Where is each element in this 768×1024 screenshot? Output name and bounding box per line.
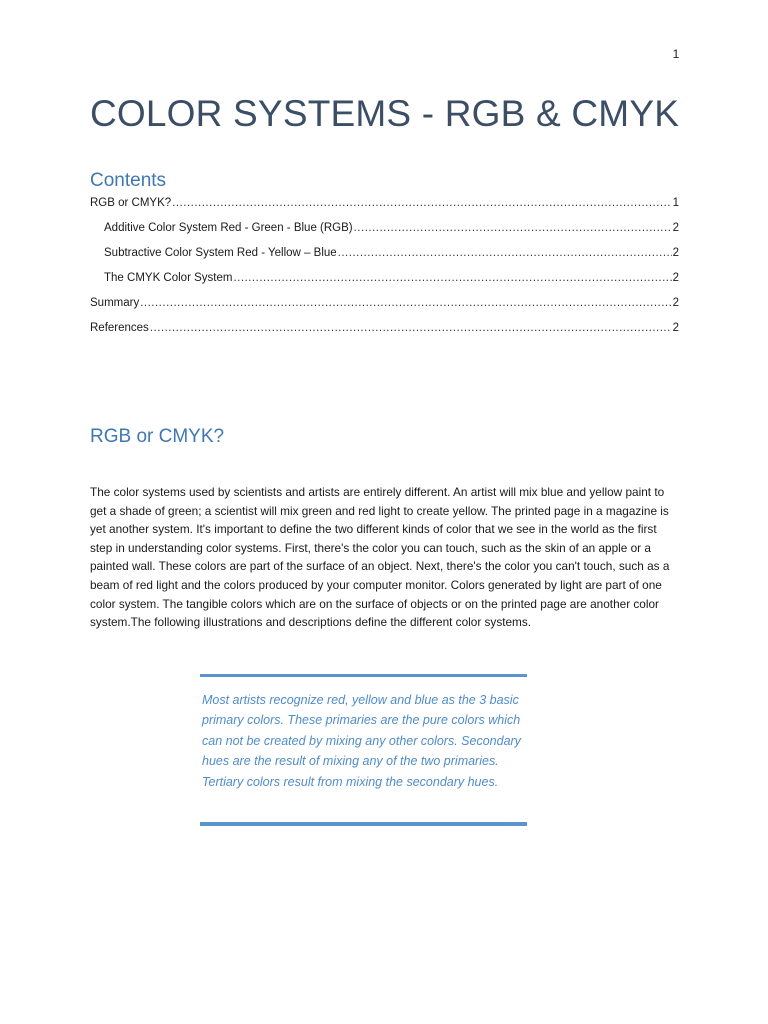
toc-entry-page: 1 [672, 197, 679, 209]
toc-leader-dots [172, 197, 671, 209]
toc-entry-rgb-or-cmyk[interactable] [90, 197, 679, 222]
toc-entry-references[interactable] [90, 322, 679, 347]
document-title: COLOR SYSTEMS - RGB & CMYK [90, 93, 680, 134]
toc-entry-page: 2 [672, 222, 679, 234]
page-number: 1 [672, 47, 680, 61]
toc-entry-page: 2 [672, 297, 679, 309]
toc-entry-label: The CMYK Color System [104, 272, 233, 284]
toc-entry-subtractive-color-system[interactable] [90, 247, 679, 272]
toc-entry-page: 2 [672, 247, 679, 259]
section-heading: RGB or CMYK? [90, 426, 225, 447]
toc-leader-dots [140, 297, 671, 309]
toc-entry-additive-color-system[interactable] [90, 222, 679, 247]
toc-entry-label: Summary [90, 297, 140, 309]
contents-heading: Contents [90, 170, 167, 191]
pull-quote-text: Most artists recognize red, yellow and blue as the 3 basic primary colors. These primaries are the pure colors which can not be created by mixing any other colors. Secondary hues are the result of mixing any of the two primaries. Tertiary colors result from mixing the secondary hues. [202, 693, 521, 789]
toc-leader-dots [338, 247, 672, 259]
toc-entry-label: Additive Color System Red - Green - Blue (RGB) [104, 222, 353, 234]
toc-entry-page: 2 [672, 322, 679, 334]
toc-leader-dots [354, 222, 672, 234]
toc-leader-dots [233, 272, 671, 284]
table-of-contents [90, 197, 679, 347]
pull-quote [200, 674, 527, 826]
toc-leader-dots [150, 322, 672, 334]
toc-entry-cmyk-color-system[interactable] [90, 272, 679, 297]
toc-entry-summary[interactable] [90, 297, 679, 322]
body-paragraph: The color systems used by scientists and artists are entirely different. An artist will mix blue and yellow paint to get a shade of green; a scientist will mix green and red light to create yellow. The printed page in a magazine is yet another system. It's important to define the two different kinds of color that we see in the world as the first step in understanding color systems. First, there's the color you can touch, such as the skin of an apple or a painted wall. These colors are part of the surface of an object. Next, there's the color you can't touch, such as a beam of red light and the colors produced by your computer monitor. Colors generated by light are part of one color system. The tangible colors which are on the surface of objects or on the printed page are another color system.The following illustrations and descriptions define the different color systems. [90, 485, 670, 630]
toc-entry-label: RGB or CMYK? [90, 197, 172, 209]
toc-entry-label: Subtractive Color System Red - Yellow – Blue [104, 247, 337, 259]
toc-entry-label: References [90, 322, 149, 334]
toc-entry-page: 2 [672, 272, 679, 284]
